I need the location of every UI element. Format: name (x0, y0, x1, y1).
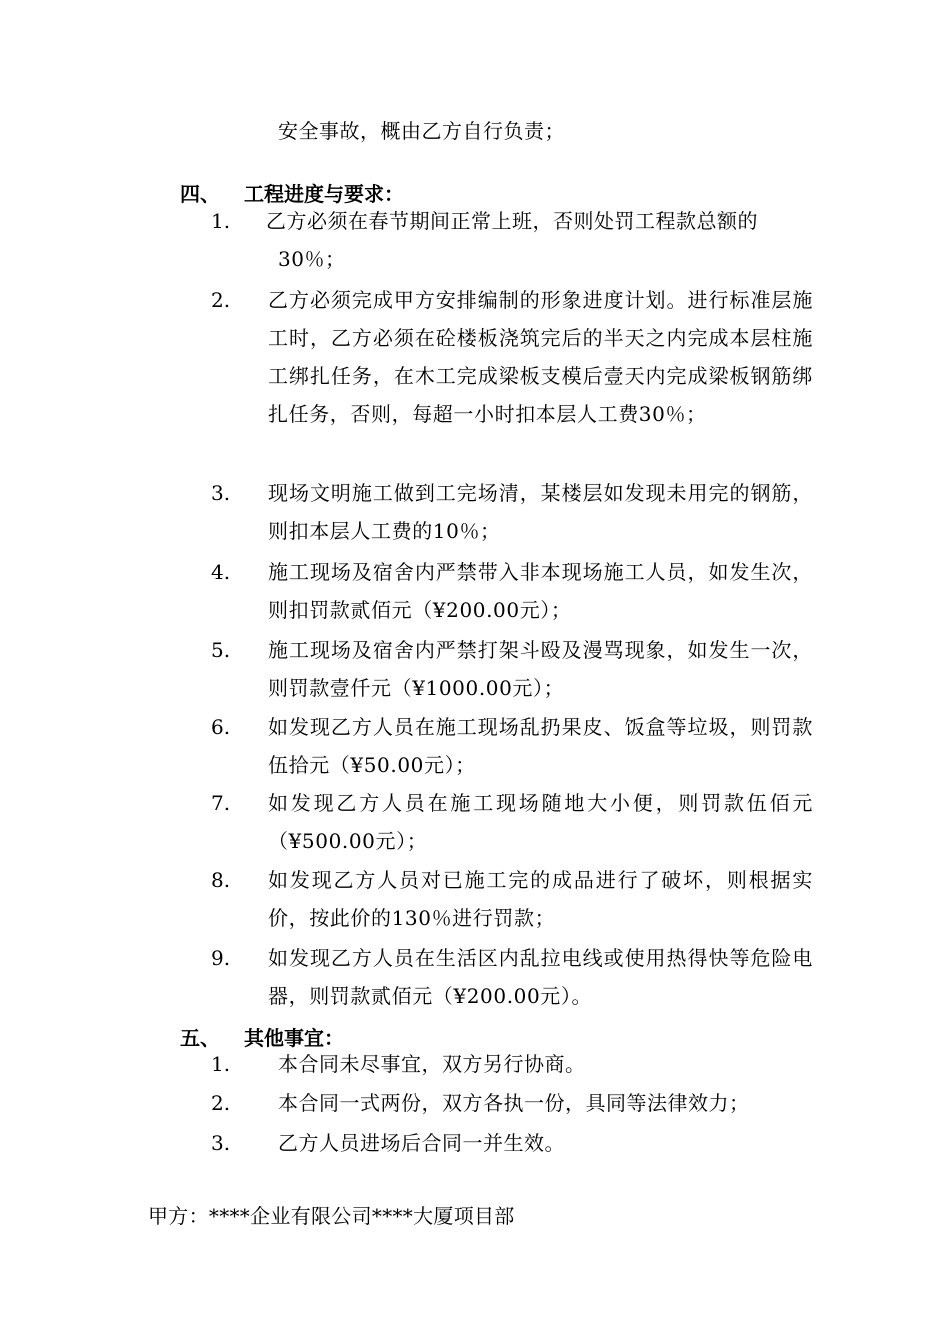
section-4-item-1-text-line2: 30％； (278, 247, 346, 271)
section-5-item-3-number: 3. (211, 1131, 231, 1155)
section-4-item-5-number: 5. (211, 638, 231, 662)
section-4-item-2-number: 2. (211, 288, 231, 312)
section-4-item-7-number: 7. (211, 791, 231, 815)
section-4-item-1-text-line1: 乙方必须在春节期间正常上班，否则处罚工程款总额的 (266, 209, 758, 233)
section-4-item-8-number: 8. (211, 868, 231, 892)
section-4-item-2-text: 乙方必须完成甲方安排编制的形象进度计划。进行标准层施工时，乙方必须在砼楼板浇筑完后的半天之内完成本层柱施工绑扎任务，在木工完成梁板支模后壹天内完成梁板钢筋绑扎任务，否则，每超一小时扣本层人工费30％； (268, 288, 813, 426)
section-4-item-5-text: 施工现场及宿舍内严禁打架斗殴及漫骂现象，如发生一次，则罚款壹仟元（¥1000.00元）； (268, 638, 813, 700)
section-5-title: 其他事宜： (244, 1026, 344, 1050)
section-5-item-3-text: 乙方人员进场后合同一并生效。 (278, 1131, 565, 1155)
section-4-item-1-number: 1. (211, 209, 231, 233)
section-5-item-2-number: 2. (211, 1091, 231, 1115)
section-4-item-6-text: 如发现乙方人员在施工现场乱扔果皮、饭盒等垃圾，则罚款伍拾元（¥50.00元）； (268, 715, 813, 777)
continuation-text: 安全事故，概由乙方自行负责； (278, 119, 565, 143)
section-4-item-4-text: 施工现场及宿舍内严禁带入非本现场施工人员，如发生次，则扣罚款贰佰元（¥200.00元）； (268, 560, 813, 622)
section-4-number: 四、 (180, 182, 220, 206)
section-4-item-8-text: 如发现乙方人员对已施工完的成品进行了破坏，则根据实价，按此价的130％进行罚款； (268, 868, 813, 930)
section-4-item-9-text: 如发现乙方人员在生活区内乱拉电线或使用热得快等危险电器，则罚款贰佰元（¥200.00元）。 (268, 946, 813, 1008)
section-4-item-7-text: 如发现乙方人员在施工现场随地大小便，则罚款伍佰元（¥500.00元）； (268, 791, 813, 853)
party-a-signature-line: 甲方：****企业有限公司****大厦项目部 (148, 1204, 515, 1228)
section-5-item-2-text: 本合同一式两份，双方各执一份，具同等法律效力； (278, 1091, 750, 1115)
section-5-number: 五、 (180, 1026, 220, 1050)
section-4-item-3-number: 3. (211, 481, 231, 505)
section-4-item-4-number: 4. (211, 560, 231, 584)
section-4-item-3-text: 现场文明施工做到工完场清，某楼层如发现未用完的钢筋，则扣本层人工费的10％； (268, 481, 813, 543)
section-5-item-1-number: 1. (211, 1052, 231, 1076)
section-5-item-1-text: 本合同未尽事宜，双方另行协商。 (278, 1052, 586, 1076)
section-4-item-6-number: 6. (211, 715, 231, 739)
section-4-item-9-number: 9. (211, 946, 231, 970)
section-4-title: 工程进度与要求： (244, 182, 404, 206)
